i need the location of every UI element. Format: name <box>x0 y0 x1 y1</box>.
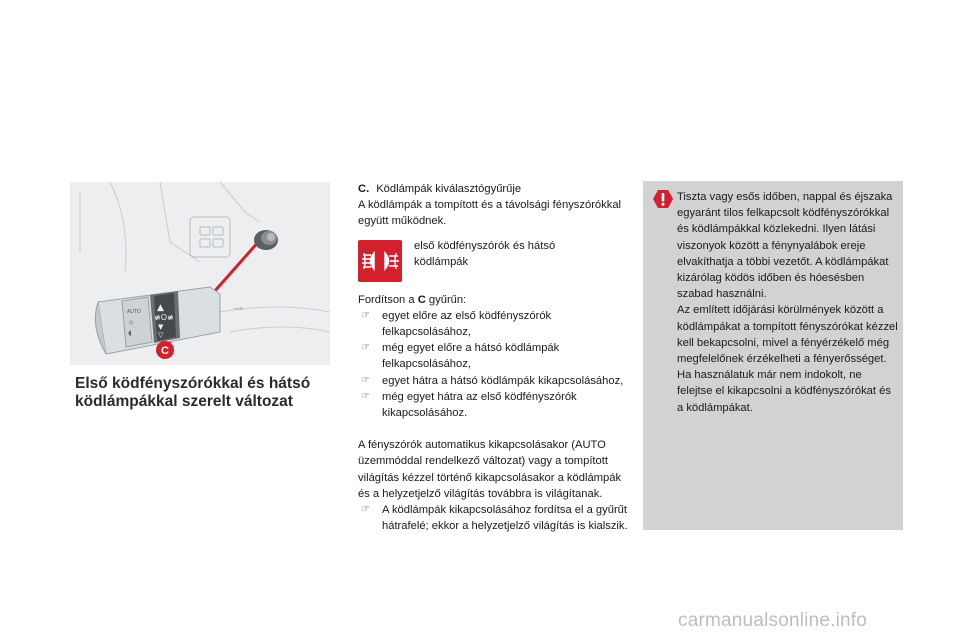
svg-text:⊸≡: ⊸≡ <box>233 306 243 313</box>
heading-text: Ködlámpák kiválasztógyűrűje <box>376 183 522 195</box>
fog-icon-row <box>358 238 628 284</box>
callout-c-label: C <box>161 345 169 357</box>
warning-paragraph-1: Tiszta vagy esős időben, nappal és éjszaka egyaránt tilos felkapcsolt ködfényszórókkal és ködlámpákkal közlekedni. Ilyen látási viszonyok között a fénynyalábok ereje elvakíthatja a többi vezetőt. A ködlámpákat kizárólag ködös időben és hóesésben szabad használni. <box>677 191 893 301</box>
warning-paragraph-2: Az említett időjárási körülmények között a ködlámpákat a tompított fényszórókat kézzel kell bekapcsolni, mivel a fényérzékelő még megfelelőnek érzékelheti a fényerősséget. <box>677 304 898 366</box>
instruction-prefix: Fordítson a <box>358 293 415 306</box>
main-column <box>358 181 628 534</box>
stalk-drawing <box>70 182 330 365</box>
knob-detail <box>254 230 278 250</box>
svg-text:≢O≢: ≢O≢ <box>154 313 174 322</box>
ring-steps-list <box>358 308 628 421</box>
instruction-line <box>358 292 628 308</box>
watermark: carmanualsonline.info <box>678 610 868 631</box>
finger-bullet-icon: ☞ <box>361 390 370 402</box>
warning-text <box>677 189 899 416</box>
fog-lamp-icon <box>358 240 402 282</box>
svg-text:◖: ◖ <box>128 329 132 337</box>
warning-box <box>643 181 903 530</box>
svg-text:▽: ▽ <box>158 331 164 339</box>
section-title: Első ködfényszórókkal és hátsó ködlámpákkal szerelt változat <box>75 375 311 410</box>
svg-text:▲: ▲ <box>157 303 164 313</box>
auto-paragraph: A fényszórók automatikus kikapcsolásakor (AUTO üzemmóddal rendelkező változat) vagy a tompított világítás kézzel történő kikapcsolásakor a ködlámpák és a helyzetjelző világítás továbbra is világítanak. <box>358 439 622 500</box>
intro-paragraph: A ködlámpák a tompított és a távolsági fényszórókkal együtt működnek. <box>358 199 622 228</box>
list-item: ☞ egyet előre az első ködfényszórók felkapcsolásához, <box>361 309 552 339</box>
list-item: ☞ még egyet hátra az első ködfényszórók kikapcsolásához. <box>361 390 577 420</box>
auto-label: AUTO <box>127 309 141 315</box>
instruction-suffix: gyűrűn: <box>428 293 467 306</box>
svg-text:▼: ▼ <box>158 323 164 331</box>
list-item: ☞ A ködlámpák kikapcsolásához fordítsa el a gyűrűt hátrafelé; ekkor a helyzetjelző világítás is kialszik. <box>361 504 628 533</box>
fog-icon-label: első ködfényszórók és hátsó ködlámpák <box>414 239 556 268</box>
finger-bullet-icon: ☞ <box>361 342 370 354</box>
list-item: ☞ egyet hátra a hátsó ködlámpák kikapcsolásához, <box>358 373 628 389</box>
auto-list <box>358 502 628 534</box>
finger-bullet-icon: ☞ <box>361 309 370 321</box>
finger-bullet-icon: ☞ <box>361 504 370 516</box>
ring-heading <box>358 181 628 197</box>
finger-bullet-icon: ☞ <box>361 374 370 386</box>
warning-exclamation-icon <box>652 188 674 210</box>
svg-text:☼: ☼ <box>128 319 135 327</box>
heading-letter: C. <box>358 183 370 195</box>
instruction-letter: C <box>417 293 426 306</box>
warning-paragraph-3: Ha használatuk már nem indokolt, ne felejtse el kikapcsolni a ködfényszórókat és a ködlámpákat. <box>677 369 891 414</box>
list-item: ☞ még egyet előre a hátsó ködlámpák felkapcsolásához, <box>361 342 560 371</box>
stalk-illustration <box>70 182 330 365</box>
